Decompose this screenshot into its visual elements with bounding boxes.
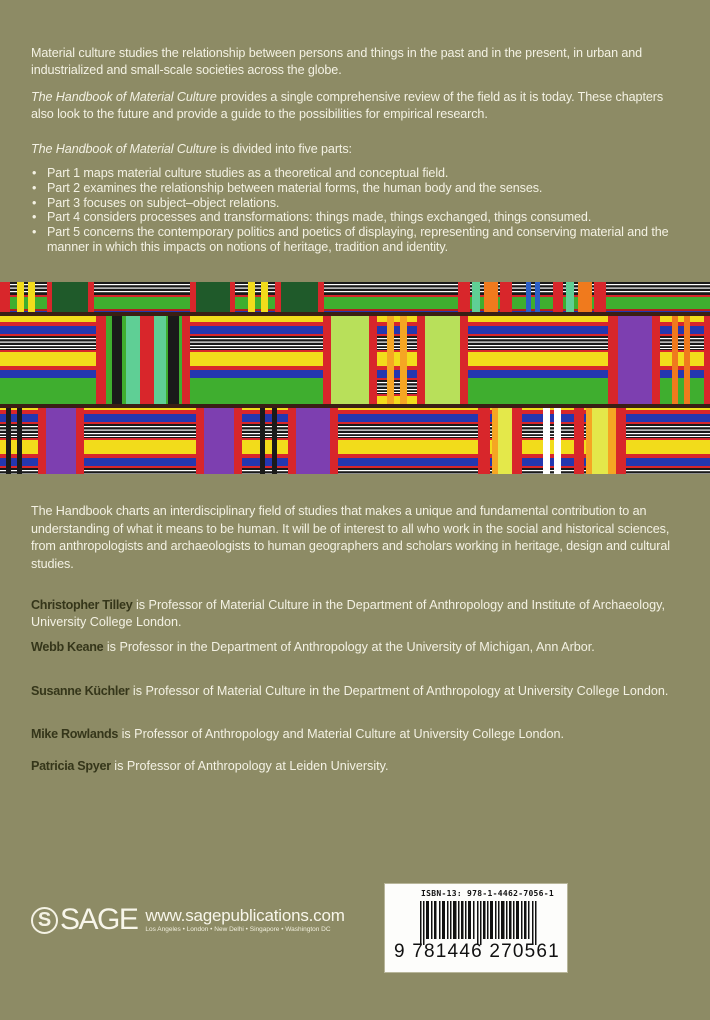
- isbn-digits: 9 781446 270561: [394, 941, 560, 962]
- author-name: Webb Keane: [31, 640, 104, 654]
- author-bio: [31, 726, 681, 743]
- author-name: Patricia Spyer: [31, 759, 111, 773]
- intro-paragraph-2: [31, 89, 681, 123]
- book-title-italic: The Handbook of Material Culture: [31, 142, 217, 156]
- kente-cloth-image: [0, 282, 710, 474]
- publisher-block: [31, 905, 345, 935]
- isbn-label: ISBN-13: 978-1-4462-7056-1: [421, 889, 555, 898]
- author-bio-text: is Professor of Material Culture in the Department of Anthropology and Institute of Archaeology, University College London.: [31, 598, 665, 629]
- author-name: Mike Rowlands: [31, 727, 119, 741]
- intro-text-1: Material culture studies the relationship between persons and things in the past and in the present, in urban and industrialized and small-scale societies across the globe.: [31, 46, 643, 77]
- list-item: • Part 1 maps material culture studies as a theoretical and conceptual field.: [31, 166, 681, 181]
- list-item: • Part 2 examines the relationship between material forms, the human body and the senses.: [31, 181, 681, 196]
- publisher-url: www.sagepublications.com: [145, 905, 345, 925]
- intro-paragraph-1: [31, 45, 681, 79]
- publisher-cities: Los Angeles • London • New Delhi • Singapore • Washington DC: [145, 925, 331, 933]
- isbn-barcode: [384, 883, 568, 973]
- author-bio: [31, 758, 681, 775]
- list-item: • Part 4 considers processes and transformations: things made, things exchanged, things consumed.: [31, 210, 681, 225]
- parts-list: [31, 166, 681, 255]
- author-bio-text: is Professor of Anthropology at Leiden University.: [110, 759, 389, 773]
- publisher-info: [145, 907, 344, 934]
- parts-heading-text: is divided into five parts:: [216, 142, 352, 156]
- sage-logo-wordmark: SAGE: [60, 903, 138, 936]
- handbook-description: [31, 503, 681, 573]
- author-bio-text: is Professor of Anthropology and Material Culture at University College London.: [118, 727, 564, 741]
- author-bio: [31, 597, 681, 631]
- author-bio: [31, 683, 681, 700]
- author-name: Susanne Küchler: [31, 684, 130, 698]
- sage-logo-mark: S: [37, 909, 52, 931]
- sage-logo-icon: [31, 907, 58, 934]
- author-bio-text: is Professor in the Department of Anthropology at the University of Michigan, Ann Arbor.: [103, 640, 595, 654]
- list-item: • Part 5 concerns the contemporary politics and poetics of displaying, representing and conserving material and the manner in which this impacts on notions of heritage, tradition and identity.: [31, 225, 681, 255]
- barcode-bars-graphic: [420, 901, 538, 945]
- book-title-italic: The Handbook of Material Culture: [31, 90, 217, 104]
- list-item: • Part 3 focuses on subject–object relations.: [31, 196, 681, 211]
- parts-heading: [31, 141, 681, 158]
- intro-text-2: provides a single comprehensive review of the field as it is today. These chapters also look to the future and provide a guide to the possibilities for empirical research.: [31, 90, 664, 121]
- author-bio: [31, 639, 681, 656]
- textile-pattern-graphic: [0, 282, 710, 474]
- description-text: The Handbook charts an interdisciplinary field of studies that makes a unique and fundamental contribution to an understanding of what it means to be human. It will be of interest to all who work in the social and historical sciences, from anthropologists and archaeologists to human geographers and scholars working in heritage, design and cultural studies.: [31, 504, 670, 571]
- author-bio-text: is Professor of Material Culture in the Department of Anthropology at University College London.: [129, 684, 669, 698]
- author-name: Christopher Tilley: [31, 598, 133, 612]
